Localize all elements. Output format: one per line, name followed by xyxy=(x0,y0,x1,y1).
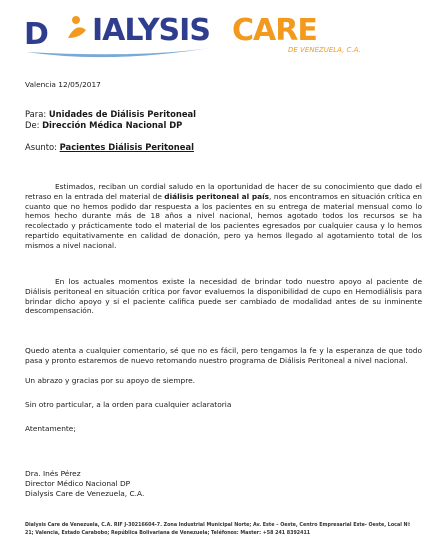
paragraph-2: En los actuales momentos existe la necesidad de brindar todo nuestro apoyo al paciente de Diálisis peritoneal en situación crítica por favor evaluemos la disponibilidad de cupo en Hemodiálisis para brindar dicho apoyo y si el paciente califica puede ser cambiado de modalidad antes de su inminente descompensación. xyxy=(25,277,422,316)
subject-value: Pacientes Diálisis Peritoneal xyxy=(59,142,194,152)
letter-footer: Dialysis Care de Venezuela, C.A. RIF J-30216604-7. Zona Industrial Municipal Norte; Av. Este – Oeste, Centro Empresarial Este- Oeste, Local Nº 21; Valencia, Estado Carabobo; República Bolivariana de Venezuela; Teléfonos: Master: +58 241 8392411 xyxy=(25,523,411,536)
dialysis-care-logo-graphic xyxy=(20,8,420,66)
logo-word-ialysis: IALYSIS xyxy=(92,13,210,48)
signature-title: Director Médico Nacional DP xyxy=(25,479,131,488)
paragraph-4: Un abrazo y gracias por su apoyo de siempre. xyxy=(25,376,195,385)
recipient-label: Para: xyxy=(25,109,47,119)
signature-name: Dra. Inés Pérez xyxy=(25,469,81,478)
closing-line: Atentamente; xyxy=(25,424,76,433)
paragraph-1 xyxy=(25,182,422,251)
paragraph-1-bold: diálisis peritoneal al país xyxy=(164,191,270,201)
paragraph-1-part-b: , nos encontramos en situación crítica en cuanto que no hemos podido dar respuesta a los pacientes en su entrega de material mensual como lo hemos hecho durante más de 18 años a nivel nacional, hemos agotado todos los recursos se ha recolectado y prácticamente todo el material de los pacientes egresados por cualquier causa y lo hemos repartido equitativamente en calidad de donación, pero ya hemos llegado al agotamiento total de los mismos a nivel nacional. xyxy=(25,191,422,250)
paragraph-1-part-a: Estimados, reciban un cordial saludo en la oportunidad de hacer de su conocimiento que dado el retraso en la entrada del material de xyxy=(25,182,422,201)
subject-label: Asunto: xyxy=(25,142,57,152)
logo-letter-d: D xyxy=(24,17,48,52)
sender-line xyxy=(25,120,182,130)
logo-figure-head xyxy=(72,16,80,24)
sender-label: De: xyxy=(25,120,40,130)
paragraph-3: Quedo atenta a cualquier comentario, sé que no es fácil, pero tengamos la fe y la esperanza de que todo pasa y pronto estaremos de nuevo retomando nuestro programa de Diálisis Peritoneal a nivel nacional. xyxy=(25,346,422,365)
sender-value: Dirección Médica Nacional DP xyxy=(42,120,183,130)
logo-figure-body xyxy=(68,27,86,38)
logo-tagline: DE VENEZUELA, C.A. xyxy=(288,46,361,54)
recipient-value: Unidades de Diálisis Peritoneal xyxy=(48,109,197,119)
paragraph-5: Sin otro particular, a la orden para cualquier aclaratoria xyxy=(25,400,232,409)
letter-date: Valencia 12/05/2017 xyxy=(25,80,101,89)
signature-block xyxy=(25,469,144,499)
logo-word-care: CARE xyxy=(232,13,317,48)
company-logo xyxy=(20,8,420,66)
logo-swoosh xyxy=(26,48,210,57)
recipient-line xyxy=(25,109,196,119)
subject-line xyxy=(25,142,194,152)
signature-company: Dialysis Care de Venezuela, C.A. xyxy=(25,489,145,498)
